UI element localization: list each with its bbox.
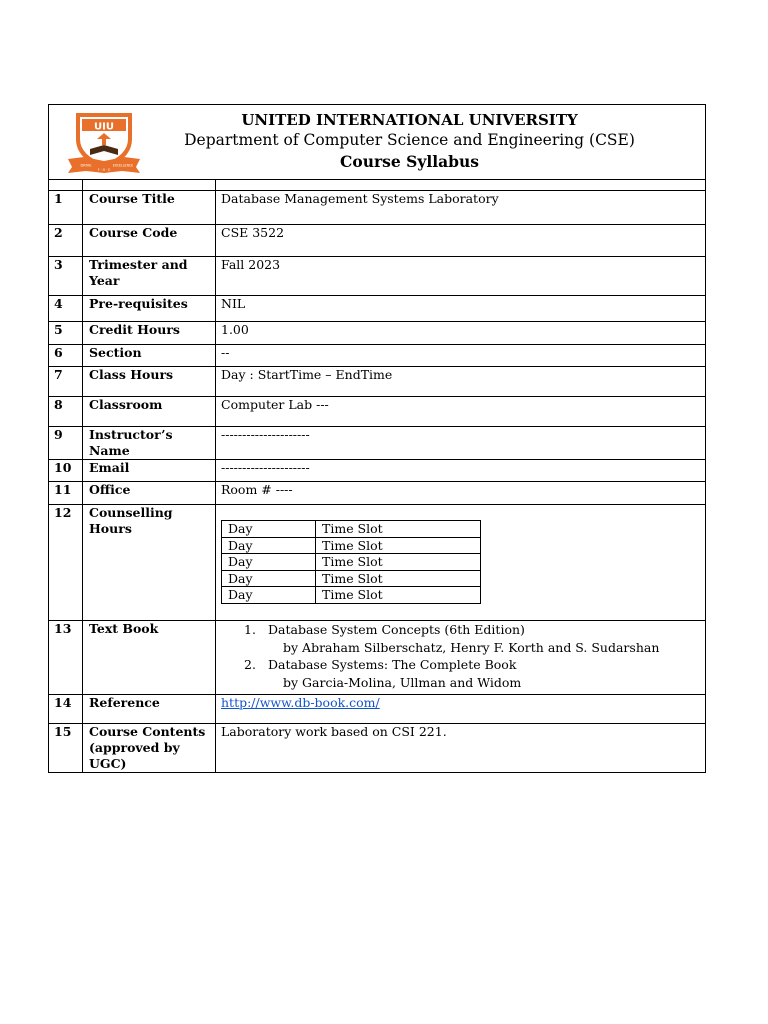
row-credit-hours [49, 322, 706, 345]
row-label: Credit Hours [83, 322, 216, 345]
row-value: -- [216, 345, 706, 367]
row-value: Room # ---- [216, 482, 706, 505]
row-value: CSE 3522 [216, 225, 706, 257]
row-number: 14 [49, 695, 83, 724]
header-text [49, 111, 705, 172]
slot-time: Time Slot [316, 537, 481, 554]
row-label: Pre-requisites [83, 296, 216, 322]
row-number: 13 [49, 621, 83, 695]
row-value: Fall 2023 [216, 257, 706, 296]
row-value: NIL [216, 296, 706, 322]
slot-row [222, 537, 481, 554]
row-prerequisites [49, 296, 706, 322]
row-counselling-hours [49, 505, 706, 621]
row-number: 8 [49, 397, 83, 427]
row-label-line2: (approved by UGC) [89, 740, 180, 771]
row-number: 11 [49, 482, 83, 505]
header-cell [49, 105, 706, 180]
row-label: Counselling Hours [83, 505, 216, 621]
row-reference [49, 695, 706, 724]
row-label: Text Book [83, 621, 216, 695]
row-label [83, 724, 216, 773]
row-value: Day : StartTime – EndTime [216, 367, 706, 397]
slot-row [222, 554, 481, 571]
book-authors: by Abraham Silberschatz, Henry F. Korth and S. Sudarshan [283, 639, 660, 655]
counselling-slots-cell [216, 505, 706, 621]
slot-row [222, 521, 481, 538]
row-number: 2 [49, 225, 83, 257]
row-label: Reference [83, 695, 216, 724]
row-value: 1.00 [216, 322, 706, 345]
slot-time: Time Slot [316, 587, 481, 604]
book-title: Database Systems: The Complete Book [268, 657, 517, 672]
book-number: 2. [244, 657, 256, 672]
row-number: 6 [49, 345, 83, 367]
slot-day: Day [222, 570, 316, 587]
row-number: 3 [49, 257, 83, 296]
row-course-contents [49, 724, 706, 773]
row-text-book [49, 621, 706, 695]
row-course-code [49, 225, 706, 257]
svg-text:F · O · E: F · O · E [97, 168, 111, 172]
row-label: Class Hours [83, 367, 216, 397]
book-number: 1. [244, 622, 256, 637]
counselling-slots-table [221, 520, 481, 604]
row-label: Instructor’s Name [83, 427, 216, 460]
slot-day: Day [222, 587, 316, 604]
row-label: Course Code [83, 225, 216, 257]
row-label: Trimester and Year [83, 257, 216, 296]
slot-row [222, 587, 481, 604]
row-value: Computer Lab --- [216, 397, 706, 427]
slot-time: Time Slot [316, 570, 481, 587]
row-number: 15 [49, 724, 83, 773]
svg-text:EXCELLENCE: EXCELLENCE [112, 163, 134, 168]
book-title: Database System Concepts (6th Edition) [268, 622, 525, 637]
row-trimester [49, 257, 706, 296]
row-class-hours [49, 367, 706, 397]
slot-row [222, 570, 481, 587]
slot-time: Time Slot [316, 554, 481, 571]
row-label: Section [83, 345, 216, 367]
row-section [49, 345, 706, 367]
row-email [49, 460, 706, 482]
svg-text:DRIVE: DRIVE [80, 163, 92, 168]
syllabus-table [48, 104, 706, 773]
text-book-cell [216, 621, 706, 695]
list-item [216, 621, 705, 656]
slot-day: Day [222, 537, 316, 554]
row-value: --------------------- [216, 460, 706, 482]
row-classroom [49, 397, 706, 427]
spacer-row [49, 180, 706, 191]
row-label: Classroom [83, 397, 216, 427]
svg-text:UIU: UIU [94, 121, 114, 133]
row-label: Course Title [83, 191, 216, 225]
row-instructor [49, 427, 706, 460]
slot-day: Day [222, 554, 316, 571]
header-row [49, 105, 706, 180]
row-number: 1 [49, 191, 83, 225]
row-label-line1: Course Contents [89, 724, 206, 739]
row-number: 4 [49, 296, 83, 322]
list-item [216, 656, 705, 691]
department-name: Department of Computer Science and Engineering (CSE) [184, 131, 635, 149]
row-value: Database Management Systems Laboratory [216, 191, 706, 225]
row-number: 12 [49, 505, 83, 621]
row-number: 9 [49, 427, 83, 460]
text-book-list [216, 621, 705, 691]
university-name: UNITED INTERNATIONAL UNIVERSITY [241, 111, 578, 129]
row-number: 5 [49, 322, 83, 345]
reference-cell [216, 695, 706, 724]
book-authors: by Garcia-Molina, Ullman and Widom [283, 674, 522, 690]
row-course-title [49, 191, 706, 225]
row-value: --------------------- [216, 427, 706, 460]
row-office [49, 482, 706, 505]
row-label: Office [83, 482, 216, 505]
row-number: 7 [49, 367, 83, 397]
reference-link[interactable]: http://www.db-book.com/ [221, 695, 380, 710]
row-value: Laboratory work based on CSI 221. [216, 724, 706, 773]
row-number: 10 [49, 460, 83, 482]
row-label: Email [83, 460, 216, 482]
page-title: Course Syllabus [340, 152, 479, 171]
syllabus-frame [48, 104, 705, 773]
slot-time: Time Slot [316, 521, 481, 538]
slot-day: Day [222, 521, 316, 538]
